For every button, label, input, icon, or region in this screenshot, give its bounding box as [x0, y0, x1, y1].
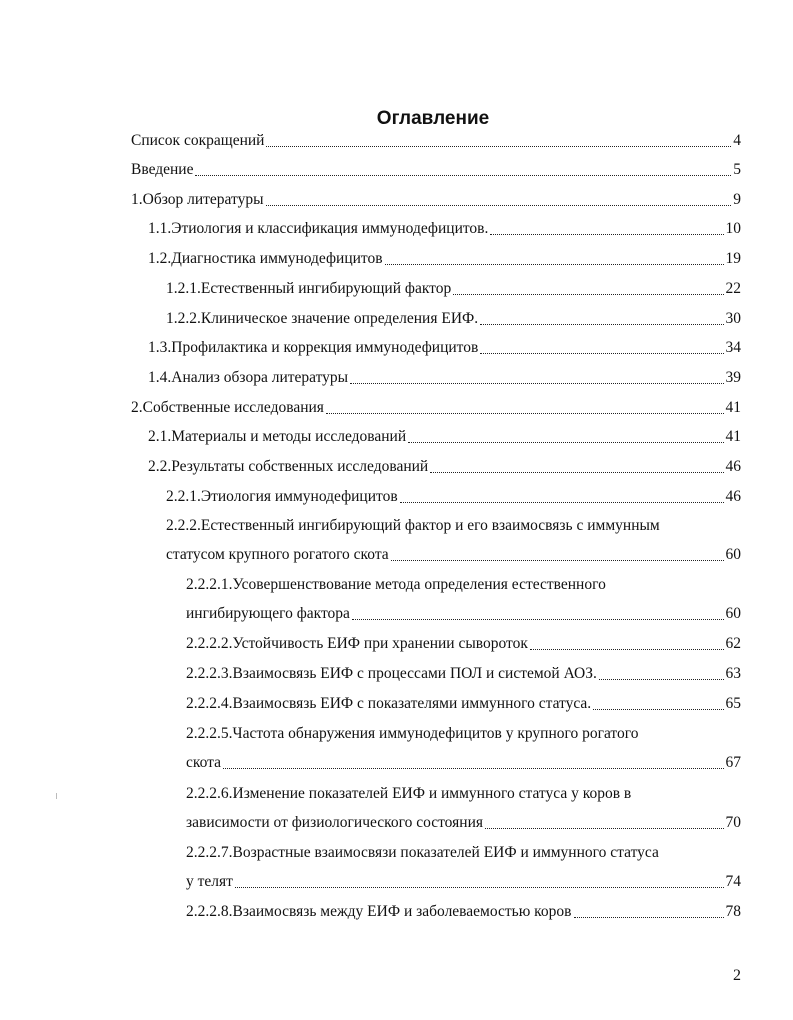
- toc-entry-text: 1.2.2.Клиническое значение определения ЕИФ.: [166, 310, 479, 327]
- toc-page-number: 62: [725, 635, 741, 652]
- toc-leader-dots: [235, 886, 724, 888]
- toc-entry-text: 2.2.2.Естественный ингибирующий фактор и его взаимосвязь с иммунным: [166, 517, 660, 534]
- toc-page-number: 10: [725, 220, 741, 237]
- toc-title: Оглавление: [376, 108, 490, 129]
- toc-entry: [186, 843, 741, 892]
- toc-leader-dots: [266, 204, 732, 206]
- toc-entry-text: 2.2.2.6.Изменение показателей ЕИФ и иммунного статуса у коров в: [186, 785, 632, 802]
- toc-entry-text: 2.2.2.2.Устойчивость ЕИФ при хранении сывороток: [186, 635, 528, 652]
- toc-page-number: 74: [725, 873, 741, 890]
- toc-entry-text: 2.Собственные исследования: [131, 399, 324, 416]
- toc-entry: [148, 338, 741, 358]
- toc-entry: [166, 487, 741, 507]
- toc-entry: [166, 309, 741, 329]
- toc-entry: [148, 368, 741, 388]
- toc-entry: [186, 902, 741, 922]
- toc-entry: [131, 131, 741, 151]
- toc-page-number: 60: [725, 605, 741, 622]
- toc-page-number: 19: [725, 250, 741, 267]
- toc-leader-dots: [385, 263, 724, 265]
- toc-leader-dots: [408, 441, 723, 443]
- toc-page-number: 30: [725, 310, 741, 327]
- toc-entry-text: 2.1.Материалы и методы исследований: [148, 428, 407, 445]
- toc-entry: [186, 634, 741, 654]
- toc-page-number: 46: [725, 458, 741, 475]
- toc-leader-dots: [480, 323, 723, 325]
- toc-page-number: 4: [733, 132, 741, 149]
- toc-page-number: 65: [725, 695, 741, 712]
- toc-entry-text: 1.4.Анализ обзора литературы: [148, 369, 349, 386]
- toc-entry-text: 2.2.2.7.Возрастные взаимосвязи показателей ЕИФ и иммунного статуса: [186, 844, 659, 861]
- toc-entry: [186, 784, 741, 833]
- toc-entry: [148, 427, 741, 447]
- toc-entry: [166, 516, 741, 565]
- toc-leader-dots: [391, 559, 724, 561]
- toc-entry: [186, 694, 741, 714]
- toc-entry: [148, 457, 741, 477]
- toc-page-number: 5: [733, 161, 741, 178]
- toc-page-number: 78: [725, 903, 741, 920]
- toc-page-number: 22: [725, 280, 741, 297]
- toc-entry: [186, 664, 741, 684]
- toc-page-number: 46: [725, 488, 741, 505]
- toc-leader-dots: [223, 767, 723, 769]
- toc-entry: [166, 279, 741, 299]
- toc-leader-dots: [195, 174, 731, 176]
- toc-entry: [131, 190, 741, 210]
- toc-leader-dots: [400, 501, 724, 503]
- toc-entry: [148, 219, 741, 239]
- toc-page-number: 41: [725, 428, 741, 445]
- toc-page-number: 60: [725, 546, 741, 563]
- toc-entry-text: 2.2.2.1.Усовершенствование метода определения естественного: [186, 576, 606, 593]
- toc-leader-dots: [352, 618, 724, 620]
- toc-entry-text: Введение: [131, 161, 194, 178]
- toc-entry-text-continued: ингибирующего фактора: [186, 605, 350, 622]
- toc-entry-text-continued: скота: [186, 754, 222, 771]
- toc-entry-text: 1.1.Этиология и классификация иммунодефицитов.: [148, 220, 489, 237]
- toc-page-number: 63: [725, 665, 741, 682]
- toc-entry: [148, 249, 741, 269]
- toc-entry: [131, 398, 741, 418]
- toc-page-number: 39: [725, 369, 741, 386]
- toc-leader-dots: [350, 382, 723, 384]
- toc-leader-dots: [490, 233, 723, 235]
- toc-page-number: 9: [733, 191, 741, 208]
- toc-leader-dots: [453, 293, 723, 295]
- toc-page-number: 67: [725, 754, 741, 771]
- toc-entry-text: 2.2.Результаты собственных исследований: [148, 458, 429, 475]
- scan-speck: [56, 793, 57, 799]
- toc-entry: [186, 575, 741, 624]
- toc-entry: [131, 160, 741, 180]
- toc-leader-dots: [266, 145, 731, 147]
- toc-entry: [186, 724, 741, 773]
- toc-leader-dots: [574, 916, 724, 918]
- toc-page-number: 70: [725, 814, 741, 831]
- toc-entry-text: 1.2.1.Естественный ингибирующий фактор: [166, 280, 452, 297]
- toc-leader-dots: [480, 352, 723, 354]
- toc-page-number: 41: [725, 399, 741, 416]
- toc-entry-text-continued: статусом крупного рогатого скота: [166, 546, 389, 563]
- toc-leader-dots: [599, 678, 724, 680]
- toc-entry-text: 1.3.Профилактика и коррекция иммунодефицитов: [148, 339, 479, 356]
- toc-entry-text: 2.2.1.Этиология иммунодефицитов: [166, 488, 398, 505]
- toc-leader-dots: [326, 412, 724, 414]
- toc-entry-text-continued: у телят: [186, 873, 233, 890]
- toc-leader-dots: [430, 471, 723, 473]
- toc-leader-dots: [530, 648, 724, 650]
- toc-entry-text: 1.Обзор литературы: [131, 191, 264, 208]
- toc-entry-text: 2.2.2.5.Частота обнаружения иммунодефицитов у крупного рогатого: [186, 725, 639, 742]
- page-footer-number: 2: [733, 967, 741, 984]
- toc-entry-text: Список сокращений: [131, 132, 265, 149]
- toc-leader-dots: [485, 827, 724, 829]
- toc-entry-text-continued: зависимости от физиологического состояния: [186, 814, 483, 831]
- toc-entry-text: 2.2.2.8.Взаимосвязь между ЕИФ и заболеваемостью коров: [186, 903, 572, 920]
- toc-leader-dots: [593, 708, 723, 710]
- toc-entry-text: 2.2.2.4.Взаимосвязь ЕИФ с показателями иммунного статуса.: [186, 695, 592, 712]
- toc-entry-text: 2.2.2.3.Взаимосвязь ЕИФ с процессами ПОЛ и системой АОЗ.: [186, 665, 597, 682]
- toc-page-number: 34: [725, 339, 741, 356]
- toc-entry-text: 1.2.Диагностика иммунодефицитов: [148, 250, 383, 267]
